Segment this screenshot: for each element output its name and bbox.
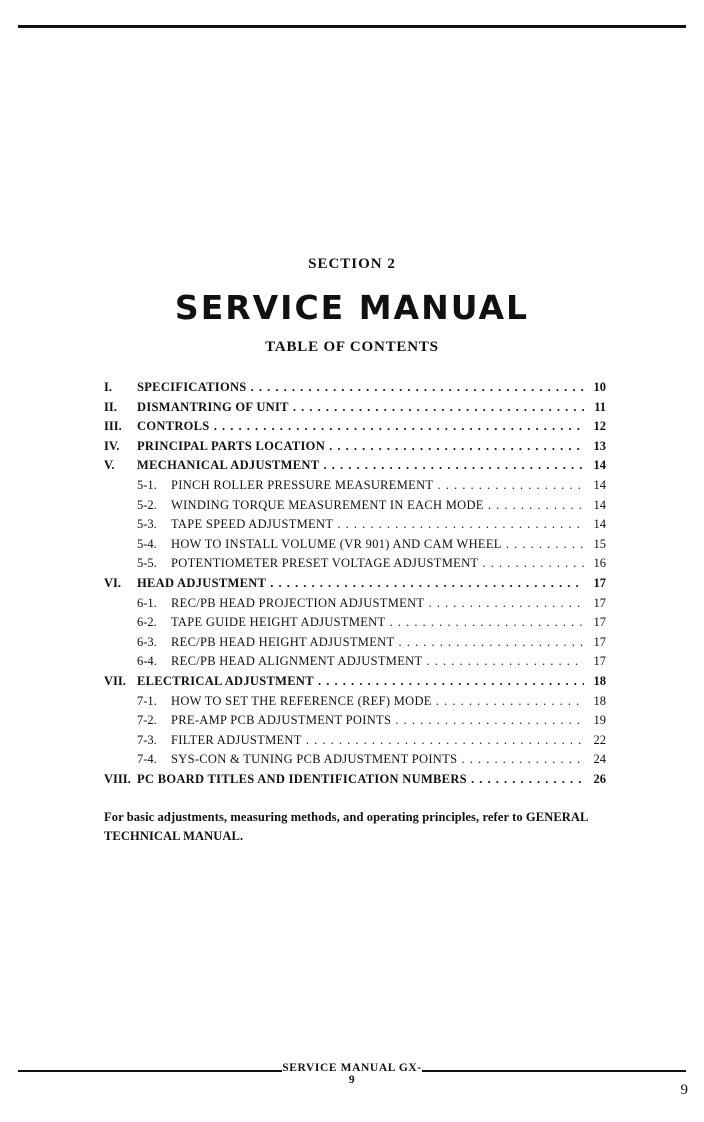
toc-entry-title: HOW TO INSTALL VOLUME (VR 901) AND CAM WHEEL . . .: [171, 535, 584, 554]
toc-entry: [0, 711, 704, 730]
toc-entry-title: REC/PB HEAD PROJECTION ADJUSTMENT . . .: [171, 594, 584, 613]
toc-entry-page: 17: [584, 613, 606, 632]
toc-entry: [0, 770, 704, 789]
toc-entry-title: HEAD ADJUSTMENT . . .: [137, 574, 584, 593]
toc-entry-page: 26: [584, 770, 606, 789]
footer-label: SERVICE MANUAL GX-9: [282, 1062, 422, 1086]
toc-entry-page: 13: [584, 437, 606, 456]
toc-entry-page: 24: [584, 750, 606, 769]
toc-entry-title: DISMANTRING OF UNIT . . .: [137, 398, 584, 417]
toc-entry-number: II.: [104, 399, 117, 414]
toc-entry-page: 14: [584, 456, 606, 475]
toc-entry-number: VI.: [104, 576, 122, 590]
toc-entry-page: 17: [584, 574, 606, 593]
toc-entry-title: WINDING TORQUE MEASUREMENT IN EACH MODE . . .: [171, 496, 584, 515]
toc-entry-page: 22: [584, 731, 606, 750]
toc-entry-number: 5-1.: [137, 478, 157, 492]
toc-entry-title: PRINCIPAL PARTS LOCATION . . .: [137, 437, 584, 456]
toc-entry-number: III.: [104, 419, 122, 434]
toc-entry-title: SYS-CON & TUNING PCB ADJUSTMENT POINTS . . .: [171, 750, 584, 769]
toc-entry-page: 10: [584, 378, 606, 397]
toc-entry-number: 7-3.: [137, 732, 157, 747]
toc-entry-title: TAPE GUIDE HEIGHT ADJUSTMENT . . .: [171, 613, 584, 632]
toc-entry: [0, 574, 704, 593]
toc-entry: [0, 692, 704, 711]
toc-entry-title: CONTROLS . . .: [137, 417, 584, 436]
toc-entry: [0, 750, 704, 769]
toc-entry-number: IV.: [104, 438, 120, 453]
reference-note: For basic adjustments, measuring methods, and operating principles, refer to GENERAL TECHNICAL MANUAL.: [104, 810, 588, 843]
toc-entry-page: 15: [584, 535, 606, 554]
toc-entry-number: 5-4.: [137, 536, 157, 551]
toc-entry-title: PC BOARD TITLES AND IDENTIFICATION NUMBERS . . .: [137, 770, 584, 789]
toc-entry-page: 19: [584, 711, 606, 730]
toc-entry-number: 7-2.: [137, 713, 157, 728]
toc-entry: [0, 554, 704, 573]
toc-entry-page: 17: [584, 633, 606, 652]
toc-entry-number: 6-1.: [137, 595, 157, 610]
section-label: SECTION 2: [308, 256, 396, 272]
toc-entry-page: 17: [584, 594, 606, 613]
toc-entry-number: 6-4.: [137, 654, 157, 669]
footer-rule-right: [422, 1070, 686, 1072]
toc-entry: [0, 496, 704, 515]
toc-entry: [0, 417, 704, 436]
toc-entry-page: 18: [584, 672, 606, 691]
toc-entry: [0, 613, 704, 632]
toc-entry-page: 14: [584, 515, 606, 534]
toc-entry-page: 17: [584, 652, 606, 671]
toc-entry: [0, 476, 704, 495]
toc-entry: [0, 398, 704, 417]
toc-entry: [0, 456, 704, 475]
toc-entry-title: TAPE SPEED ADJUSTMENT . . .: [171, 515, 584, 534]
toc-entry: [0, 652, 704, 671]
footer-rule-left: [18, 1070, 282, 1072]
toc-entry-page: 14: [584, 496, 606, 515]
top-rule: [18, 25, 686, 28]
toc-entry-page: 11: [584, 398, 606, 417]
toc-entry-page: 18: [584, 692, 606, 711]
toc-entry-title: MECHANICAL ADJUSTMENT . . .: [137, 456, 584, 475]
toc-entry-number: 6-2.: [137, 615, 157, 630]
toc-entry: [0, 515, 704, 534]
toc-entry-title: ELECTRICAL ADJUSTMENT . . .: [137, 672, 584, 691]
toc-entry-title: POTENTIOMETER PRESET VOLTAGE ADJUSTMENT . . .: [171, 554, 584, 573]
toc-entry: [0, 731, 704, 750]
toc-entry-number: 5-5.: [137, 556, 157, 571]
toc-entry: [0, 378, 704, 397]
toc-entry-page: 12: [584, 417, 606, 436]
toc-entry-number: 6-3.: [137, 634, 157, 649]
toc-entry-number: VII.: [104, 674, 126, 688]
toc-entry-number: I.: [104, 380, 112, 394]
toc-entry: [0, 672, 704, 691]
toc-heading: TABLE OF CONTENTS: [265, 339, 439, 355]
toc-entry-page: 16: [584, 554, 606, 573]
toc-entry-title: HOW TO SET THE REFERENCE (REF) MODE . . .: [171, 692, 584, 711]
page-number: 9: [680, 1082, 688, 1098]
toc-entry-title: FILTER ADJUSTMENT . . .: [171, 731, 584, 750]
toc-entry-title: PINCH ROLLER PRESSURE MEASUREMENT . . .: [171, 476, 584, 495]
toc-entry-number: 7-1.: [137, 693, 157, 708]
toc-entry-number: 5-3.: [137, 517, 157, 532]
toc-entry-number: 7-4.: [137, 752, 157, 767]
page-title: SERVICE MANUAL: [174, 288, 530, 327]
toc-entry-title: REC/PB HEAD HEIGHT ADJUSTMENT . . .: [171, 633, 584, 652]
toc-entry-title: SPECIFICATIONS . . .: [137, 378, 584, 397]
toc-entry-number: V.: [104, 458, 115, 473]
toc-entry: [0, 594, 704, 613]
toc-entry: [0, 633, 704, 652]
toc-entry-title: REC/PB HEAD ALIGNMENT ADJUSTMENT . . .: [171, 652, 584, 671]
toc-entry-page: 14: [584, 476, 606, 495]
toc-entry: [0, 437, 704, 456]
toc-entry: [0, 535, 704, 554]
toc-entry-title: PRE-AMP PCB ADJUSTMENT POINTS . . .: [171, 711, 584, 730]
toc-entry-number: 5-2.: [137, 497, 157, 512]
toc-entry-number: VIII.: [104, 772, 131, 786]
